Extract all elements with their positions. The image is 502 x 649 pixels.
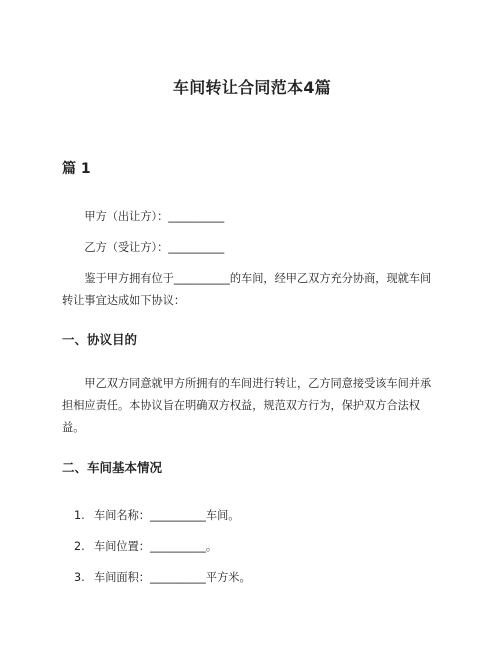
list-item-number: 3. <box>74 571 85 584</box>
list-item <box>62 506 442 526</box>
section-title: 篇 1 <box>62 161 91 177</box>
list-item-number: 2. <box>74 540 85 553</box>
list-item <box>62 568 442 588</box>
intro-paragraph: 鉴于甲方拥有位于__________的车间，经甲乙双方充分协商，现就车间转让事宜达成如下协议： <box>62 272 432 307</box>
party-a-line: 甲方（出让方）：__________ <box>84 210 225 223</box>
list-item <box>62 537 442 557</box>
list-item-number: 1. <box>74 509 85 522</box>
heading-workshop-basics: 二、车间基本情况 <box>62 460 163 475</box>
heading-agreement-purpose: 一、协议目的 <box>62 332 138 347</box>
list-item-text: 车间位置：__________。 <box>94 540 218 553</box>
party-b-line: 乙方（受让方）：__________ <box>84 241 225 254</box>
list-item-text: 车间面积：__________平方米。 <box>94 571 251 584</box>
list-item-text: 车间名称：__________车间。 <box>94 509 240 522</box>
purpose-paragraph: 甲乙双方同意就甲方所拥有的车间进行转让，乙方同意接受该车间并承担相应责任。本协议旨在明确双方权益，规范双方行为，保护双方合法权益。 <box>62 377 432 434</box>
workshop-basics-list <box>62 506 442 588</box>
document-title: 车间转让合同范本4篇 <box>172 78 332 97</box>
